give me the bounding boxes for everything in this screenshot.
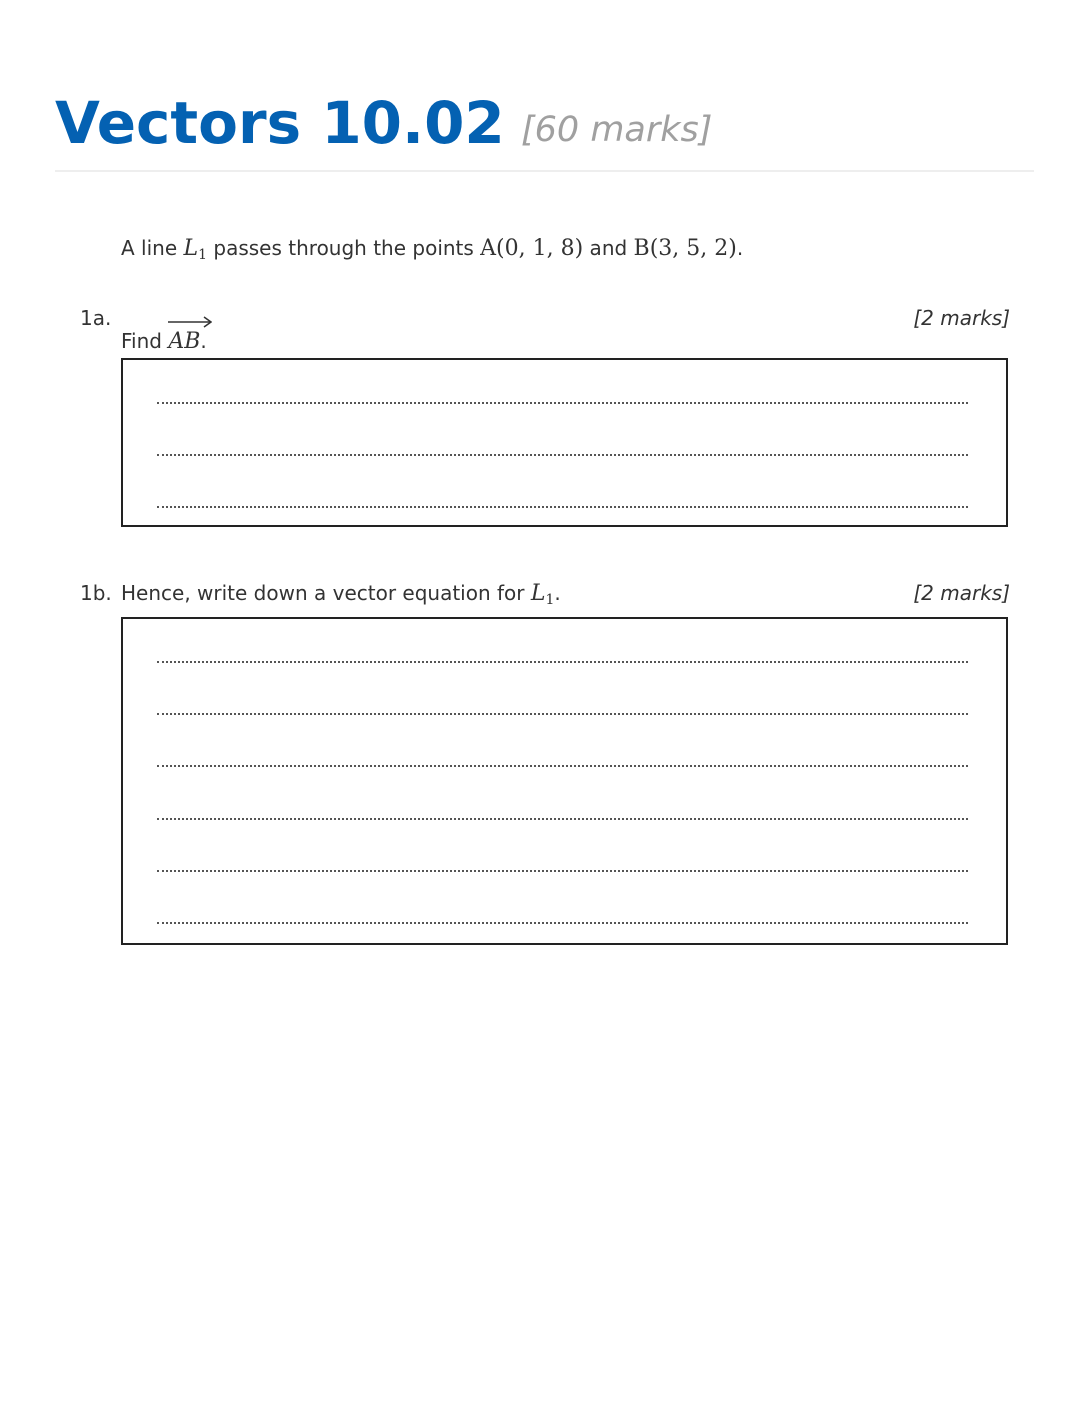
question-1b-text-before: Hence, write down a vector equation for — [121, 581, 531, 605]
answer-box-1a[interactable] — [121, 358, 1008, 527]
stem-text-and: and — [583, 236, 634, 260]
page-title: Vectors 10.02 — [55, 89, 505, 157]
question-1a-number: 1a. — [80, 306, 112, 330]
answer-line — [157, 765, 968, 767]
answer-line — [157, 818, 968, 820]
answer-line — [157, 454, 968, 456]
question-stem — [121, 232, 743, 271]
page-header — [55, 88, 1034, 172]
stem-point-a: A(0, 1, 8) — [480, 236, 584, 261]
answer-box-1b[interactable] — [121, 617, 1008, 945]
answer-line — [157, 506, 968, 508]
stem-text-middle: passes through the points — [207, 236, 481, 260]
answer-line — [157, 661, 968, 663]
question-1b-number: 1b. — [80, 581, 112, 605]
total-marks: [60 marks] — [521, 110, 713, 150]
question-1b-marks: [2 marks] — [913, 581, 1010, 605]
vector-arrow-icon — [168, 316, 212, 328]
answer-line — [157, 713, 968, 715]
question-1b-text — [121, 577, 561, 616]
answer-line — [157, 870, 968, 872]
question-1a-text-before: Find — [121, 329, 169, 353]
stem-text-end: . — [736, 236, 744, 260]
question-1a-marks: [2 marks] — [913, 306, 1010, 330]
vector-ab: AB — [168, 320, 200, 358]
answer-line — [157, 922, 968, 924]
stem-line-name: $L_1$ — [183, 236, 208, 263]
stem-point-b: B(3, 5, 2) — [633, 236, 737, 261]
stem-text-before: A line — [121, 236, 184, 260]
answer-line — [157, 402, 968, 404]
question-1b-text-after: . — [554, 581, 561, 605]
question-1a-text-after: . — [200, 329, 207, 353]
question-1b-line-name: $L_1$ — [530, 581, 555, 608]
question-1a-text — [121, 320, 207, 358]
